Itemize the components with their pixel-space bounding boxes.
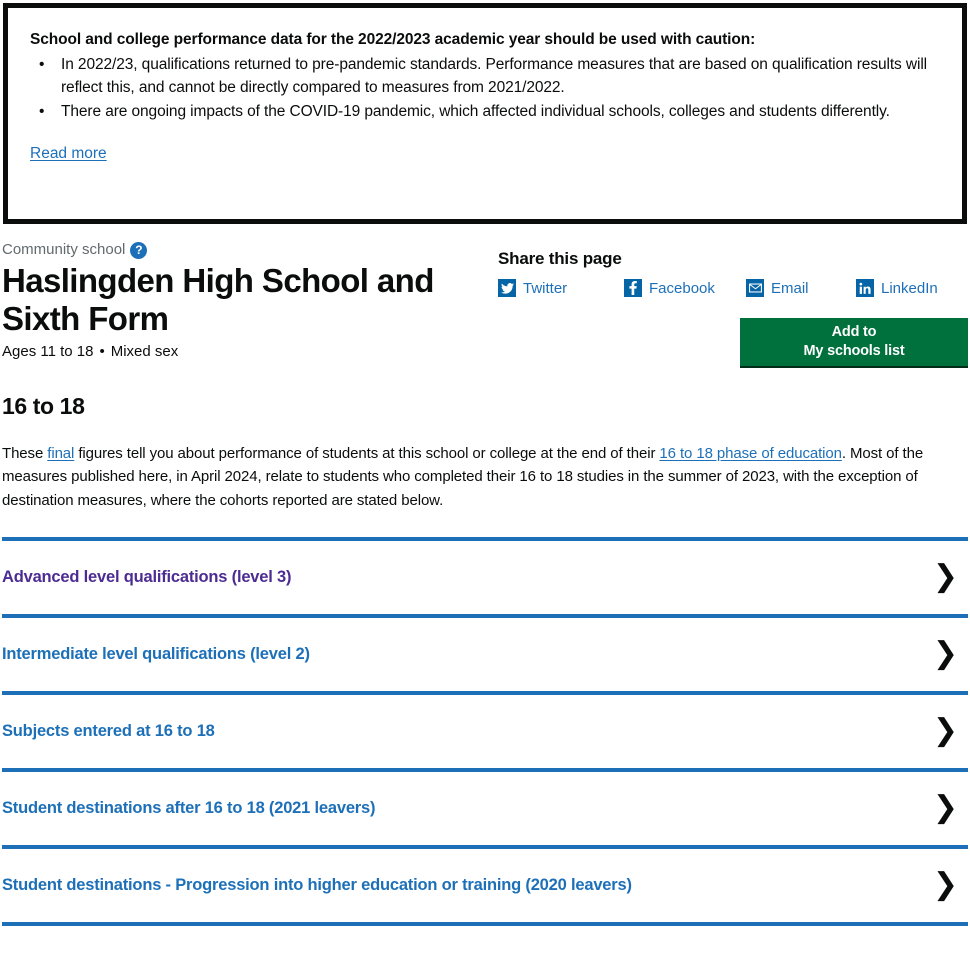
chevron-right-icon: ❯ [932, 559, 958, 595]
school-ages: Ages 11 to 18 [2, 343, 94, 361]
accordion-title: Student destinations after 16 to 18 (2021 leavers) [2, 798, 376, 817]
caution-bullet-text: In 2022/23, qualifications returned to pre-pandemic standards. Performance measures that are based on qualification results will reflect this, and cannot be directly compared to measures from 2021/2022. [61, 55, 928, 97]
bullet-glyph: • [39, 103, 45, 121]
school-identity-block [0, 241, 498, 362]
school-sex: Mixed sex [110, 343, 179, 361]
share-linkedin-link[interactable] [856, 279, 938, 297]
caution-bullet-item [30, 53, 940, 100]
share-block [498, 241, 970, 366]
add-button-line2: My schools list [803, 343, 905, 359]
caution-bullet-text: There are ongoing impacts of the COVID-19 pandemic, which affected individual schools, colleges and students differently. [61, 103, 890, 121]
share-linkedin-label: LinkedIn [881, 279, 938, 297]
chevron-right-icon: ❯ [932, 867, 958, 903]
share-heading: Share this page [498, 249, 622, 268]
section-intro-paragraph [2, 442, 968, 512]
section-heading-16-to-18: 16 to 18 [2, 393, 85, 419]
caution-bullet-item [30, 100, 940, 124]
intro-text-part-2: figures tell you about performance of students at this school or college at the end of their [74, 445, 660, 462]
read-more-wrapper [30, 145, 940, 163]
school-performance-page [0, 3, 970, 926]
accordion-item-student-destinations-2021[interactable] [2, 772, 968, 845]
add-button-line1: Add to [831, 323, 877, 340]
accordion-title: Intermediate level qualifications (level 2) [2, 644, 310, 663]
caution-banner [3, 3, 967, 224]
school-type [2, 241, 498, 259]
meta-separator: • [99, 343, 105, 361]
page-title: Haslingden High School and Sixth Form [2, 262, 434, 337]
accordion-item-subjects-entered[interactable] [2, 695, 968, 768]
accordion-divider [2, 922, 968, 926]
share-email-link[interactable] [746, 279, 856, 297]
phase-of-education-link[interactable]: 16 to 18 phase of education [659, 445, 842, 462]
share-twitter-label: Twitter [523, 279, 568, 297]
share-twitter-link[interactable] [498, 279, 624, 297]
linkedin-icon [856, 279, 874, 297]
intro-text-part-3: . Most of the measures published here, in April 2024, relate to students who completed their 16 to 18 studies in the summer of 2023, with the exception of destination measures, where the cohorts reported are stated below. [2, 445, 924, 509]
share-links [498, 279, 970, 297]
share-facebook-link[interactable] [624, 279, 746, 297]
accordion-title: Student destinations - Progression into higher education or training (2020 leavers) [2, 875, 632, 894]
facebook-icon [624, 279, 642, 297]
twitter-icon [498, 279, 516, 297]
add-button-wrapper [498, 318, 970, 366]
school-header-row [0, 241, 970, 366]
bullet-glyph: • [39, 55, 45, 73]
accordion-title: Subjects entered at 16 to 18 [2, 721, 215, 740]
final-figures-link[interactable]: final [47, 445, 75, 462]
caution-heading: School and college performance data for the 2022/2023 academic year should be used with caution: [30, 31, 756, 48]
school-type-label: Community school [2, 241, 126, 258]
read-more-link[interactable]: Read more [30, 144, 107, 162]
measures-accordion [2, 537, 968, 926]
share-email-label: Email [771, 279, 809, 297]
accordion-item-intermediate-level-qualifications[interactable] [2, 618, 968, 691]
chevron-right-icon: ❯ [932, 636, 958, 672]
intro-text-part-1: These [2, 445, 48, 462]
accordion-item-advanced-level-qualifications[interactable] [2, 541, 968, 614]
email-icon [746, 279, 764, 297]
chevron-right-icon: ❯ [932, 713, 958, 749]
chevron-right-icon: ❯ [932, 790, 958, 826]
caution-bullet-list [30, 53, 940, 124]
school-meta [2, 342, 498, 362]
share-facebook-label: Facebook [649, 279, 715, 297]
add-to-my-schools-list-button[interactable] [740, 318, 968, 366]
question-mark-help-icon[interactable]: ? [130, 242, 147, 259]
accordion-item-student-destinations-progression-2020[interactable] [2, 849, 968, 922]
accordion-title: Advanced level qualifications (level 3) [2, 567, 292, 586]
